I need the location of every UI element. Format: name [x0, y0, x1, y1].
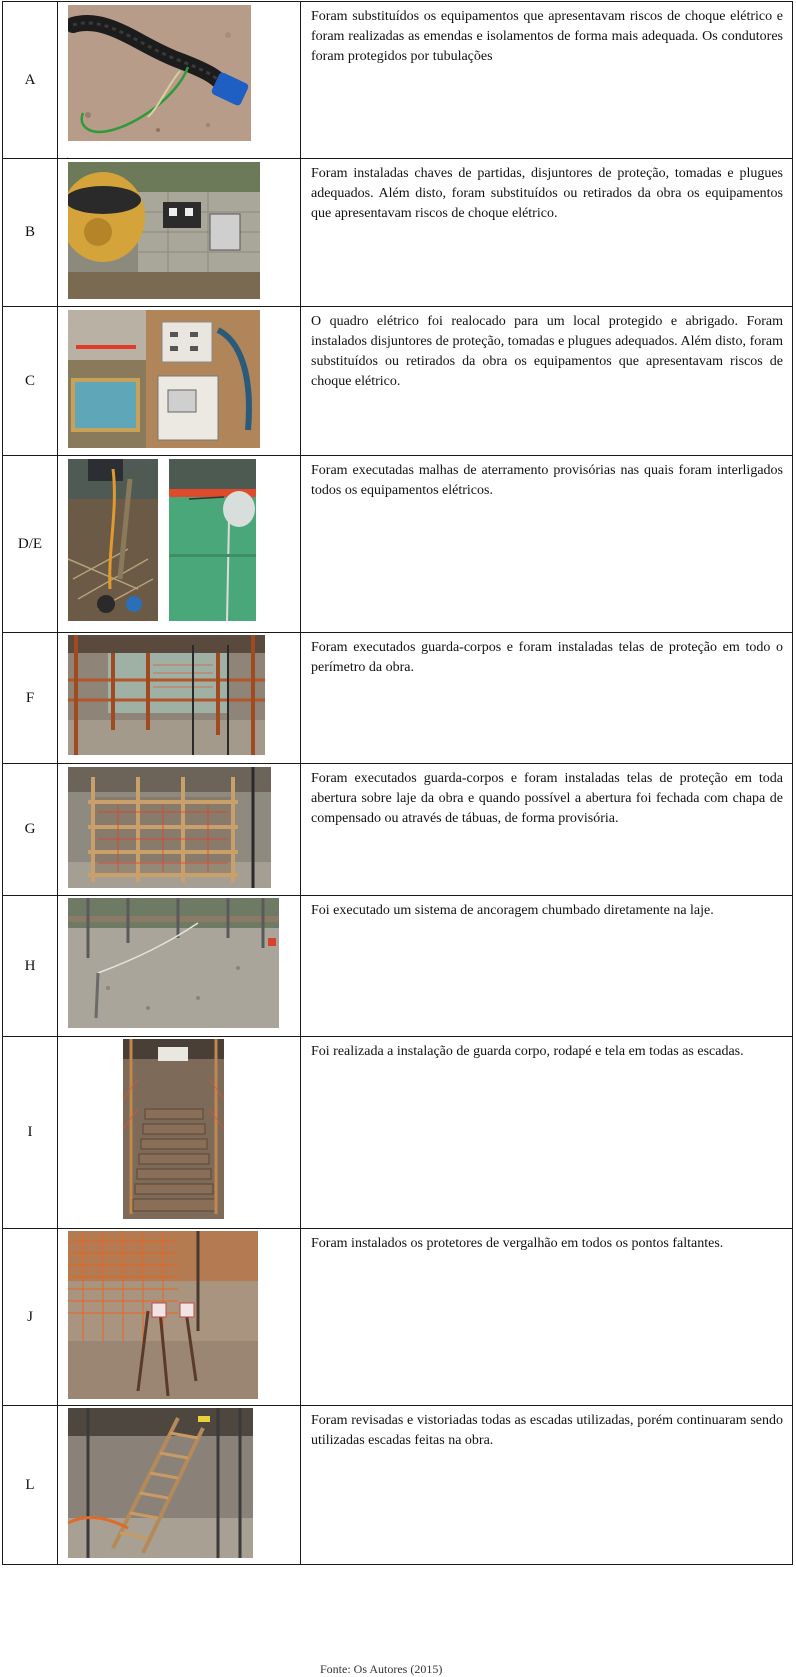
photo-guardrails-perimeter	[68, 635, 265, 755]
table-row	[3, 1037, 793, 1229]
photo-shower-ground	[169, 459, 256, 621]
row-description: Foram executadas malhas de aterramento provisórias nas quais foram interligados todos os equipamentos elétricos.	[301, 456, 793, 633]
photo-cell	[58, 764, 301, 896]
table-row	[3, 2, 793, 159]
row-description: Foram substituídos os equipamentos que apresentavam riscos de choque elétrico e foram realizadas as emendas e isolamentos de forma mais adequada. Os condutores foram protegidos por tubulações	[301, 2, 793, 159]
photo-cable-conduit	[68, 5, 251, 141]
photo-anchorage-slab	[68, 898, 279, 1028]
row-code: G	[3, 764, 58, 896]
table-row	[3, 307, 793, 456]
photo-grounding-rod	[68, 459, 158, 621]
photo-cell	[58, 2, 301, 162]
corrective-actions-table	[2, 1, 793, 1565]
photo-job-made-ladder	[68, 1408, 253, 1558]
photo-cell	[58, 1037, 301, 1229]
photo-concrete-mixer-switch	[68, 162, 260, 299]
table-row	[3, 159, 793, 307]
table-row	[3, 633, 793, 764]
row-description: Foi executado um sistema de ancoragem chumbado diretamente na laje.	[301, 896, 793, 1037]
row-code: F	[3, 633, 58, 764]
row-code: B	[3, 159, 58, 307]
photo-rebar-protectors	[68, 1231, 258, 1399]
row-description: Foram revisadas e vistoriadas todas as escadas utilizadas, porém continuaram sendo utilizadas escadas feitas na obra.	[301, 1406, 793, 1565]
photo-cell	[58, 1229, 301, 1406]
photo-slab-opening-guard	[68, 767, 271, 888]
table-row	[3, 764, 793, 896]
row-description: Foram executados guarda-corpos e foram instaladas telas de proteção em toda abertura sobre laje da obra e quando possível a abertura foi fechada com chapa de compensado ou através de tábuas, de forma provisória.	[301, 764, 793, 896]
row-description: Foi realizada a instalação de guarda corpo, rodapé e tela em todas as escadas.	[301, 1037, 793, 1229]
photo-cell	[58, 1406, 301, 1565]
photo-cell	[58, 307, 301, 456]
row-code: D/E	[3, 456, 58, 633]
photo-cell	[58, 896, 301, 1037]
row-description: Foram instaladas chaves de partidas, disjuntores de proteção, tomadas e plugues adequados. Além disto, foram substituídos ou retirados da obra os equipamentos que apresentavam riscos de choque elétrico.	[301, 159, 793, 307]
row-code: L	[3, 1406, 58, 1565]
row-description: Foram instalados os protetores de vergalhão em todos os pontos faltantes.	[301, 1229, 793, 1406]
row-code: A	[3, 2, 58, 159]
table-row	[3, 1229, 793, 1406]
row-code: C	[3, 307, 58, 456]
photo-cell	[58, 633, 301, 764]
row-code: I	[3, 1037, 58, 1229]
row-code: H	[3, 896, 58, 1037]
photo-stairs-guardrail	[123, 1039, 224, 1219]
row-description: Foram executados guarda-corpos e foram instaladas telas de proteção em todo o perímetro da obra.	[301, 633, 793, 764]
row-code: J	[3, 1229, 58, 1406]
table-row	[3, 456, 793, 633]
row-description: O quadro elétrico foi realocado para um local protegido e abrigado. Foram instalados disjuntores de proteção, tomadas e plugues adequados. Além disto, foram substituídos ou retirados da obra os equipamentos que apresentavam riscos de choque elétrico.	[301, 307, 793, 456]
photo-cell	[58, 159, 301, 307]
table-row	[3, 1406, 793, 1565]
photo-cell	[58, 456, 301, 633]
stray-mark: .	[66, 148, 69, 162]
table-row	[3, 896, 793, 1037]
table-source-caption: Fonte: Os Autores (2015)	[320, 1662, 443, 1676]
photo-electrical-panel	[68, 310, 260, 448]
